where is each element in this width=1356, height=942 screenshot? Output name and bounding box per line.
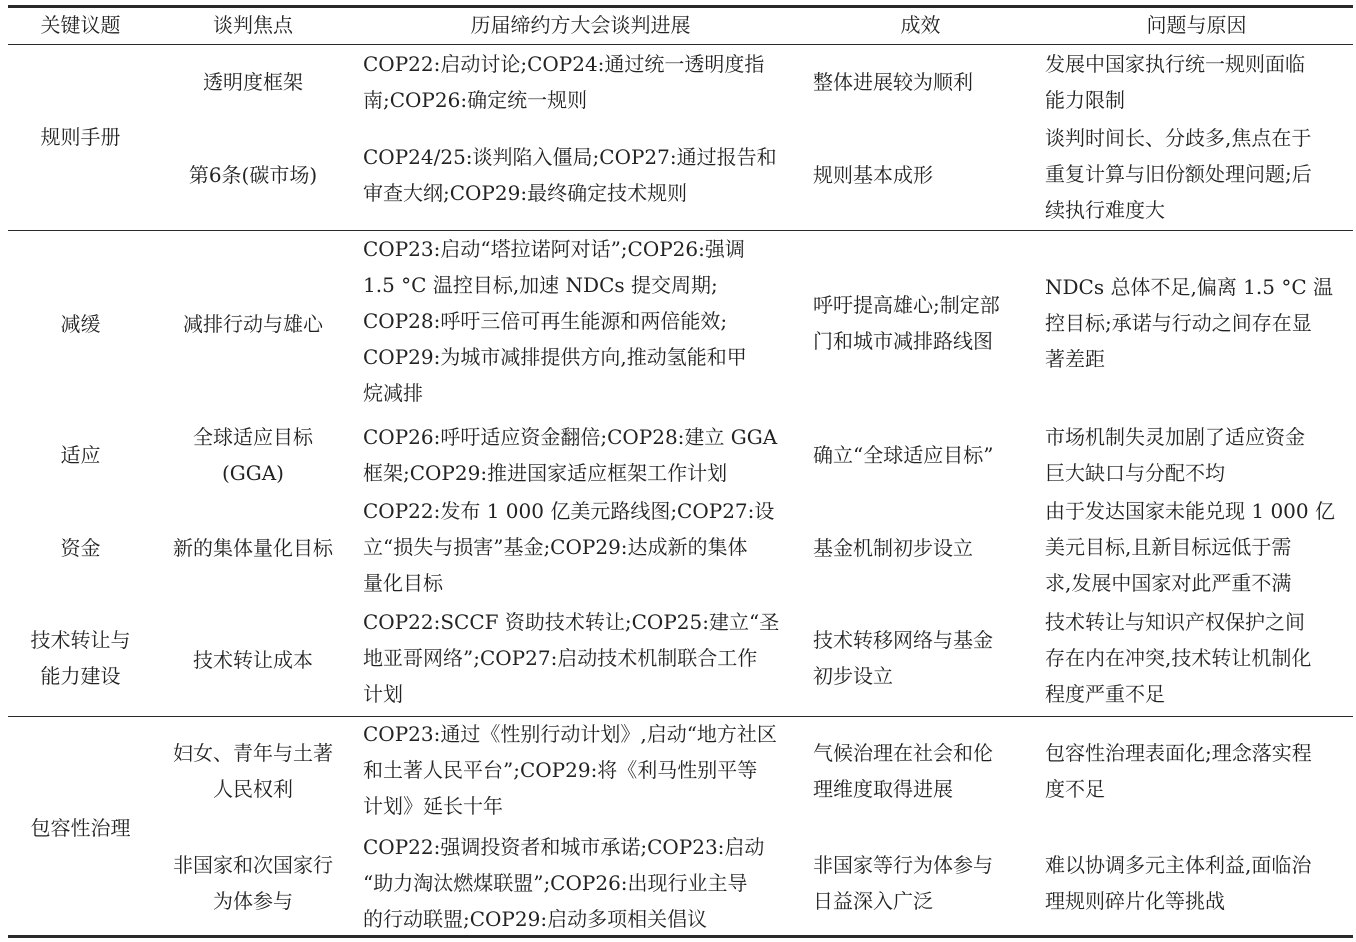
progress-non-state-actors: COP22:强调投资者和城市承诺;COP23:启动 “助力淘汰燃煤联盟”;COP26:出现行业主导 的行动联盟;COP29:启动多项相关倡议	[363, 835, 765, 931]
topic-adaptation: 适应	[60, 443, 101, 467]
effect-technology-transfer: 技术转移网络与基金 初步设立	[813, 628, 993, 688]
focus-non-state-actors: 非国家和次国家行 为体参与	[173, 853, 333, 913]
issue-non-state-actors: 难以协调多元主体利益,面临治 理规则碎片化等挑战	[1045, 853, 1312, 913]
effect-non-state-actors: 非国家等行为体参与 日益深入广泛	[813, 853, 993, 913]
topic-rulebook: 规则手册	[40, 125, 121, 149]
topic-inclusive-governance: 包容性治理	[30, 816, 131, 840]
focus-article-6: 第6条(碳市场)	[188, 163, 318, 187]
header-progress: 历届缔约方大会谈判进展	[470, 13, 691, 37]
effect-women-youth: 气候治理在社会和伦 理维度取得进展	[813, 741, 993, 801]
focus-adaptation: 全球适应目标 (GGA)	[193, 425, 313, 485]
progress-mitigation: COP23:启动“塔拉诺阿对话”;COP26:强调 1.5 °C 温控目标,加速 NDCs 提交周期; COP28:呼吁三倍可再生能源和两倍能效; COP29:为城市减排提供方向,推动氢能和甲 烷减排	[363, 237, 747, 405]
focus-mitigation: 减排行动与雄心	[183, 312, 323, 336]
issue-technology-transfer: 技术转让与知识产权保护之间 存在内在冲突,技术转让机制化 程度严重不足	[1045, 610, 1312, 706]
progress-finance: COP22:发布 1 000 亿美元路线图;COP27:设 立“损失与损害”基金;COP29:达成新的集体 量化目标	[363, 499, 775, 595]
focus-transparency: 透明度框架	[203, 70, 303, 94]
effect-finance: 基金机制初步设立	[813, 536, 973, 560]
progress-transparency: COP22:启动讨论;COP24:通过统一透明度指 南;COP26:确定统一规则	[363, 52, 765, 112]
issue-women-youth: 包容性治理表面化;理念落实程 度不足	[1045, 741, 1312, 801]
issue-article-6: 谈判时间长、分歧多,焦点在于 重复计算与旧份额处理问题;后 续执行难度大	[1045, 126, 1312, 222]
progress-technology-transfer: COP22:SCCF 资助技术转让;COP25:建立“圣 地亚哥网络”;COP27:启动技术机制联合工作 计划	[363, 610, 780, 706]
effect-adaptation: 确立“全球适应目标”	[813, 443, 994, 467]
issue-adaptation: 市场机制失灵加剧了适应资金 巨大缺口与分配不均	[1045, 425, 1305, 485]
effect-mitigation: 呼吁提高雄心;制定部 门和城市减排路线图	[813, 293, 1000, 353]
focus-technology-transfer: 技术转让成本	[193, 648, 313, 672]
effect-article-6: 规则基本成形	[813, 163, 933, 187]
effect-transparency: 整体进展较为顺利	[813, 70, 973, 94]
issue-finance: 由于发达国家未能兑现 1 000 亿 美元目标,且新目标远低于需 求,发展中国家对此严重不满	[1045, 499, 1335, 595]
progress-adaptation: COP26:呼吁适应资金翻倍;COP28:建立 GGA 框架;COP29:推进国家适应框架工作计划	[363, 425, 778, 485]
progress-women-youth: COP23:通过《性别行动计划》,启动“地方社区 和土著人民平台”;COP29:将《利马性别平等 计划》延长十年	[363, 722, 777, 818]
header-issue: 问题与原因	[1146, 13, 1247, 37]
progress-article-6: COP24/25:谈判陷入僵局;COP27:通过报告和 审查大纲;COP29:最终确定技术规则	[363, 145, 777, 205]
focus-finance: 新的集体量化目标	[173, 536, 333, 560]
topic-mitigation: 减缓	[60, 312, 101, 336]
topic-technology-transfer: 技术转让与 能力建设	[30, 628, 131, 688]
header-rule	[8, 44, 1353, 45]
focus-women-youth: 妇女、青年与土著 人民权利	[173, 741, 333, 801]
header-effect: 成效	[900, 13, 941, 37]
topic-finance: 资金	[60, 536, 101, 560]
header-focus: 谈判焦点	[213, 13, 293, 37]
header-key-issue: 关键议题	[40, 13, 121, 37]
issue-transparency: 发展中国家执行统一规则面临 能力限制	[1045, 52, 1305, 112]
issue-mitigation: NDCs 总体不足,偏离 1.5 °C 温 控目标;承诺与行动之间存在显 著差距	[1045, 275, 1333, 371]
